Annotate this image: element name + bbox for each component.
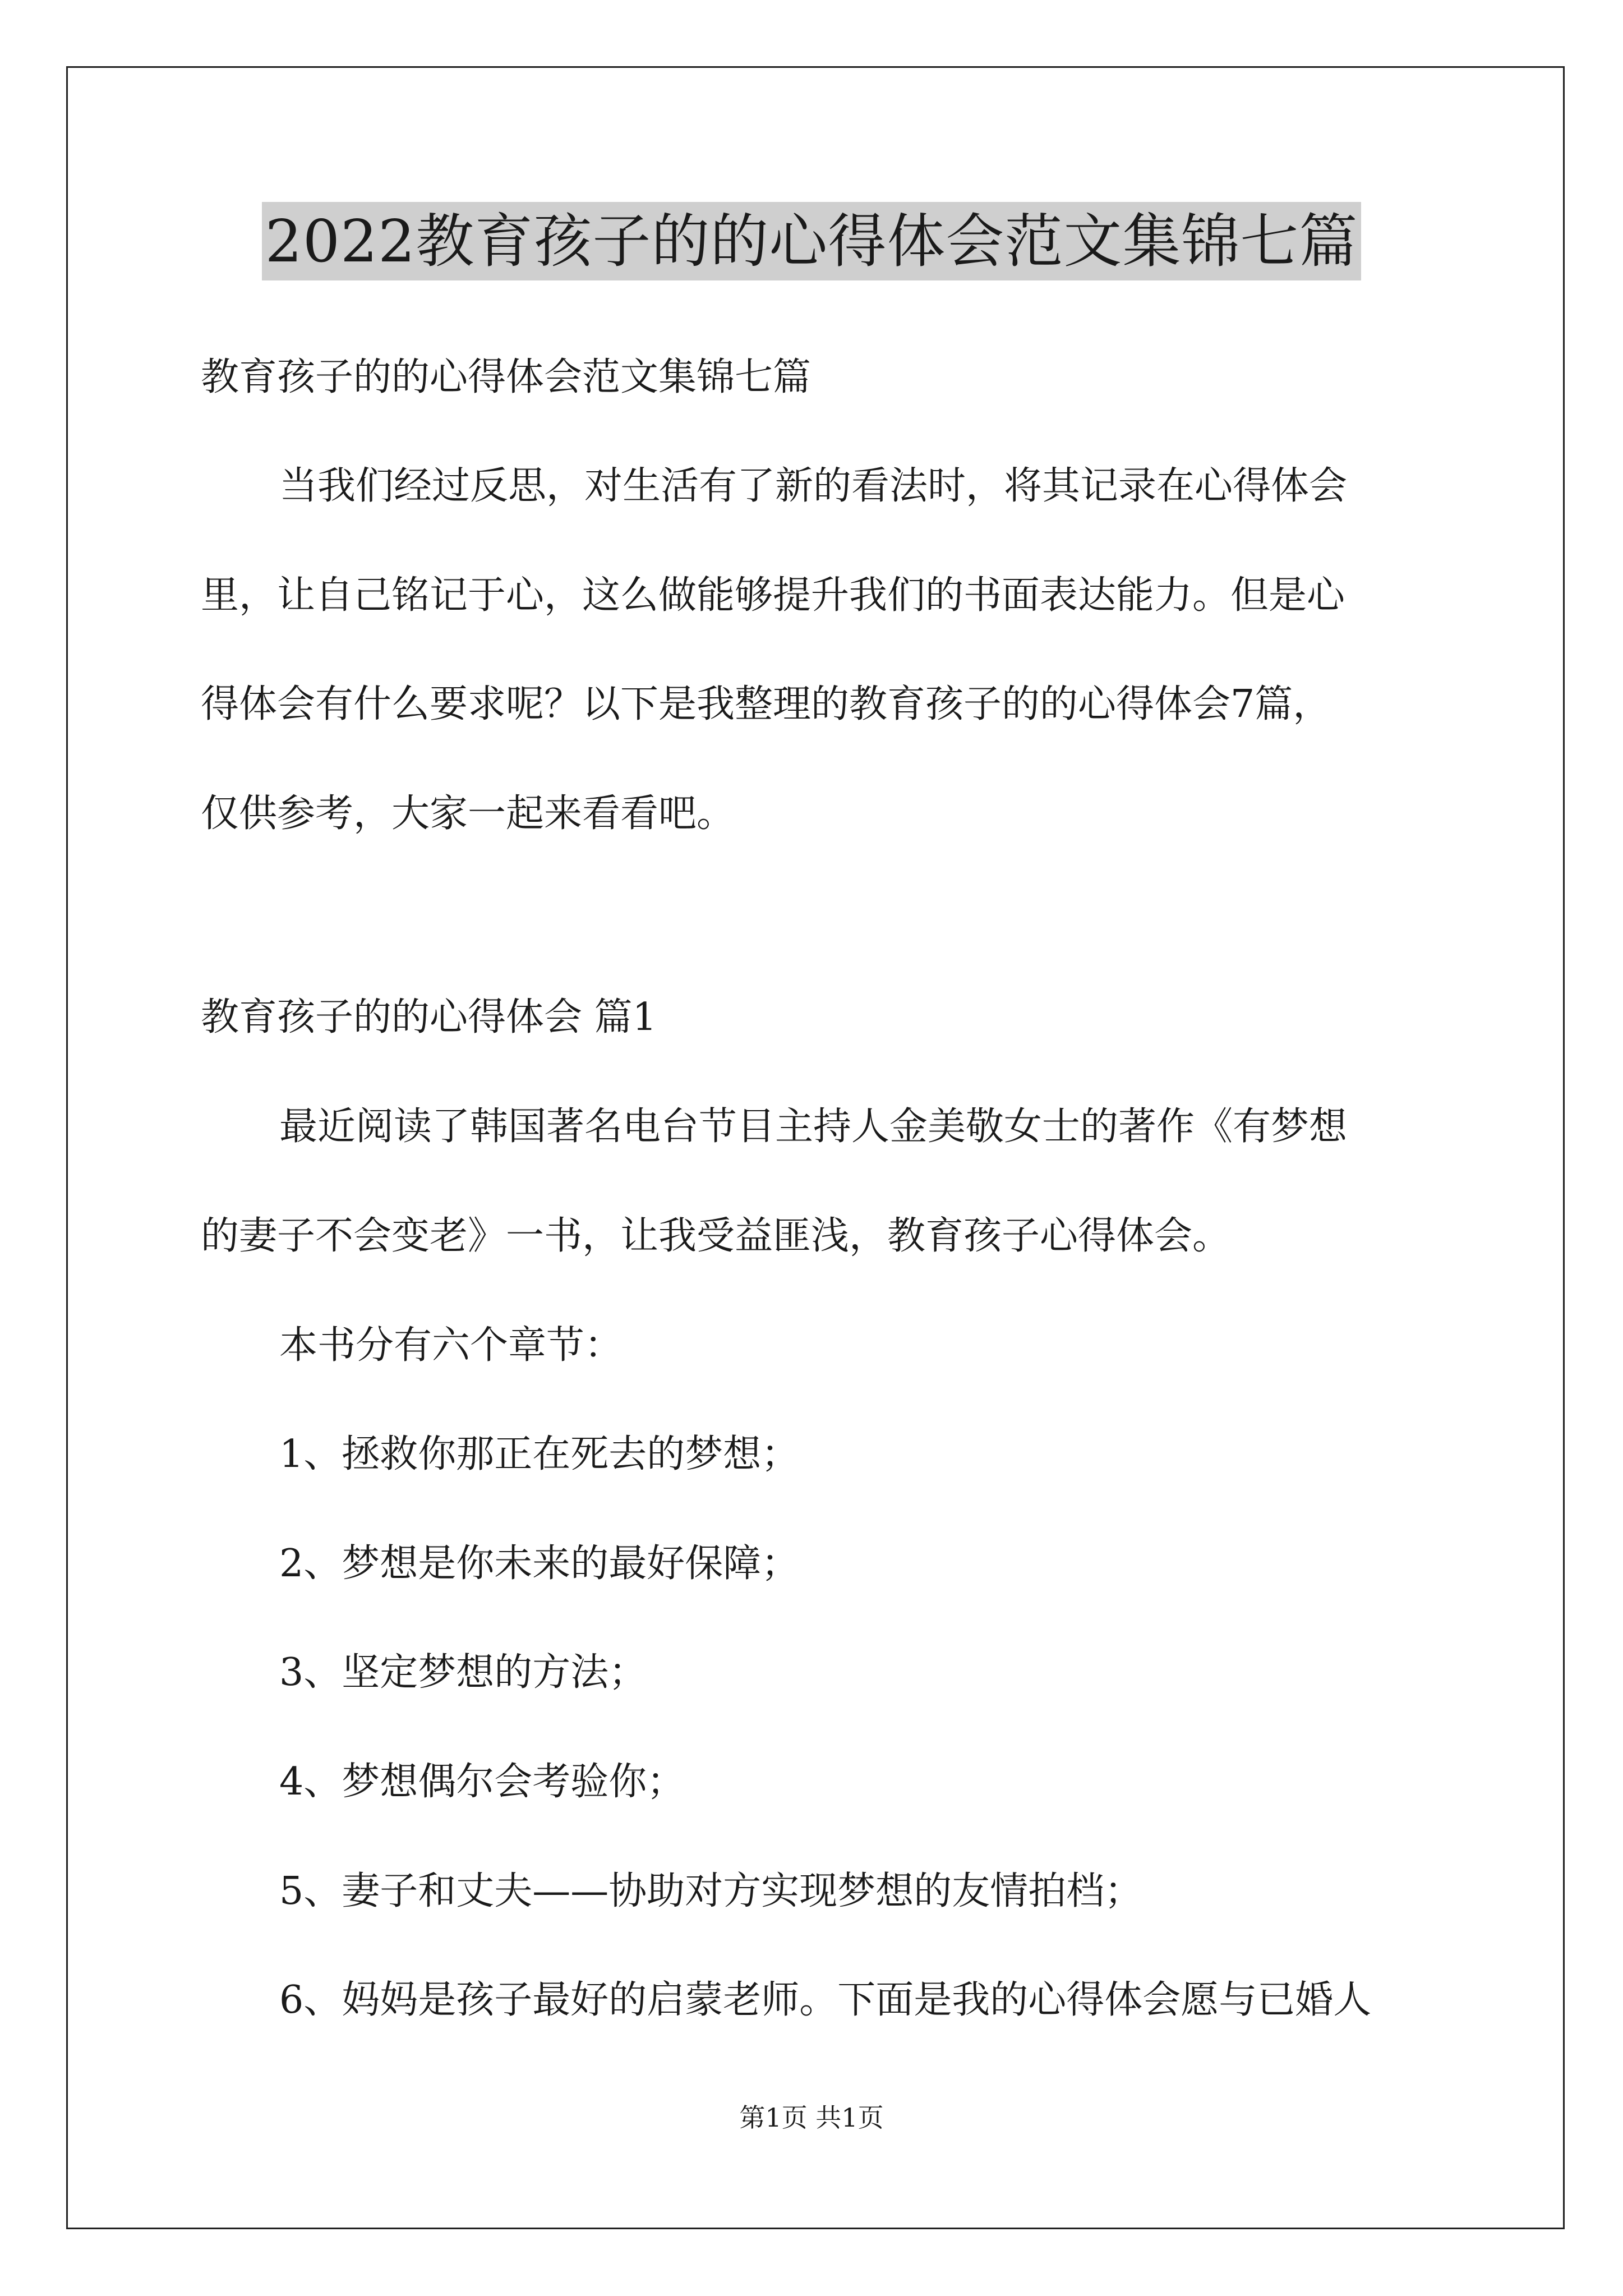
chapter-item-2: 2、梦想是你未来的最好保障； xyxy=(279,1542,800,1586)
page-footer: 第1页 共1页 xyxy=(739,2102,884,2133)
chapter-item-6: 6、妈妈是孩子最好的启蒙老师。下面是我的心得体会愿与已婚人 xyxy=(279,1978,1372,2022)
document-subtitle: 教育孩子的的心得体会范文集锦七篇 xyxy=(201,355,811,399)
intro-line-3: 得体会有什么要求呢？以下是我整理的教育孩子的的心得体会7篇， xyxy=(201,682,1331,726)
section-line-2: 的妻子不会变老》一书，让我受益匪浅，教育孩子心得体会。 xyxy=(201,1214,1231,1258)
chapter-item-3: 3、坚定梦想的方法； xyxy=(279,1650,647,1695)
chapter-item-5: 5、妻子和丈夫——协助对方实现梦想的友情拍档； xyxy=(279,1869,1143,1913)
document-title: 2022教育孩子的的心得体会范文集锦七篇 xyxy=(262,202,1362,280)
intro-line-4: 仅供参考，大家一起来看看吧。 xyxy=(201,792,735,836)
chapter-item-4: 4、梦想偶尔会考验你； xyxy=(279,1760,685,1804)
chapter-item-1: 1、拯救你那正在死去的梦想； xyxy=(279,1432,800,1476)
intro-line-2: 里，让自己铭记于心，这么做能够提升我们的书面表达能力。但是心 xyxy=(201,573,1345,618)
section-heading: 教育孩子的的心得体会 篇1 xyxy=(201,995,657,1039)
section-line-3: 本书分有六个章节： xyxy=(279,1323,623,1368)
title-container xyxy=(0,202,1623,280)
intro-line-1: 当我们经过反思，对生活有了新的看法时，将其记录在心得体会 xyxy=(279,464,1348,508)
section-line-1: 最近阅读了韩国著名电台节目主持人金美敬女士的著作《有梦想 xyxy=(279,1105,1348,1149)
